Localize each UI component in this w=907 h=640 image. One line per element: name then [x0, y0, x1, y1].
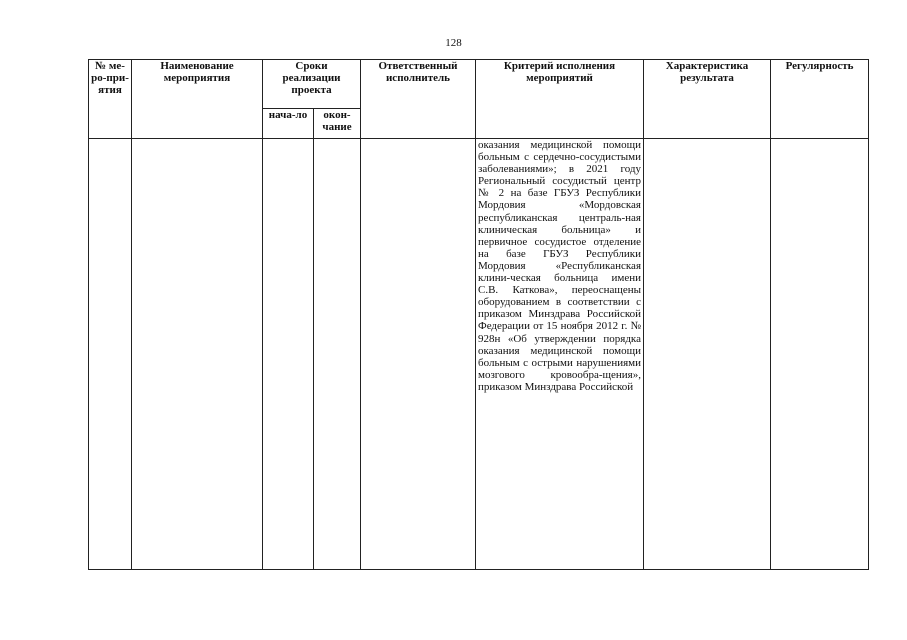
table-row — [89, 139, 869, 570]
cell-regularity — [771, 139, 869, 570]
cell-name — [132, 139, 263, 570]
header-terms: Сроки реализации проекта — [263, 60, 361, 109]
header-end: окон-чание — [314, 109, 361, 139]
cell-criteria — [476, 139, 644, 570]
header-number: № ме-ро-при-ятия — [89, 60, 132, 139]
page-number: 128 — [445, 37, 462, 49]
header-criteria: Критерий исполнения мероприятий — [476, 60, 644, 139]
header-name: Наименование мероприятия — [132, 60, 263, 139]
cell-start — [263, 139, 314, 570]
header-regularity: Регулярность — [771, 60, 869, 139]
cell-number — [89, 139, 132, 570]
measures-table — [88, 59, 869, 570]
cell-responsible — [361, 139, 476, 570]
header-result: Характеристика результата — [644, 60, 771, 139]
criteria-text: оказания медицинской помощи больным с сердечно-сосудистыми заболеваниями»; в 2021 году Региональный сосудистый центр № 2 на базе ГБУЗ Республики Мордовия «Мордовская республиканская централь-ная клиническая больница» и первичное сосудистое отделение на базе ГБУЗ Республики Мордовия «Республиканская клини-ческая больница имени С.В. Каткова», переоснащены оборудованием в соответствии с приказом Минздрава Российской Федерации от 15 ноября 2012 г. № 928н «Об утверждении порядка оказания медицинской помощи больным с острыми нарушениями мозгового кровообра-щения», приказом Минздрава Российской — [478, 139, 641, 393]
cell-result — [644, 139, 771, 570]
cell-end — [314, 139, 361, 570]
header-start: нача-ло — [263, 109, 314, 139]
header-responsible: Ответственный исполнитель — [361, 60, 476, 139]
